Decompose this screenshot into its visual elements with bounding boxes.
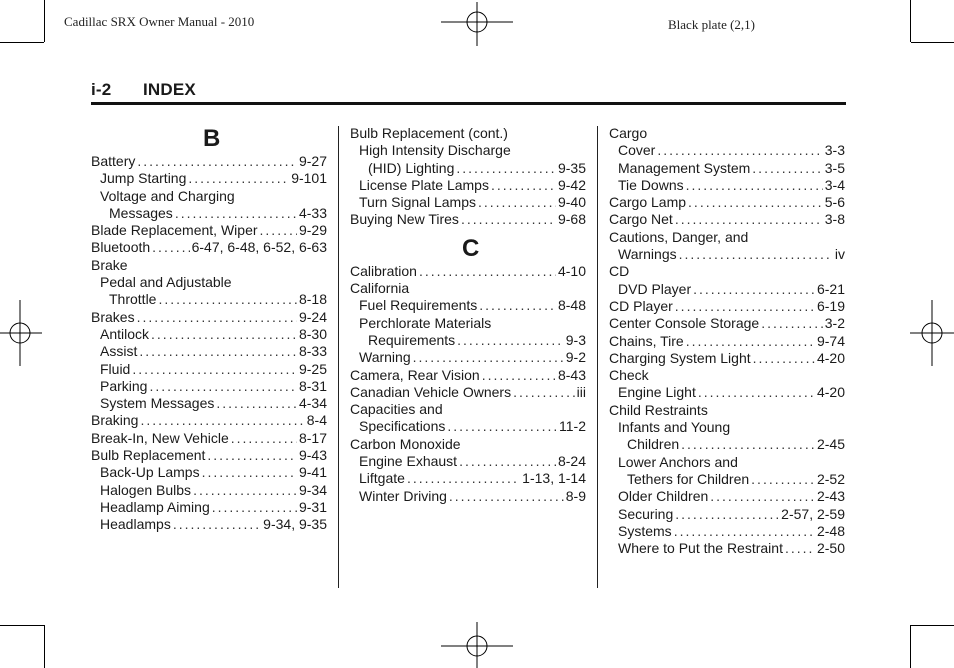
dot-leader bbox=[479, 297, 556, 314]
index-entry bbox=[609, 246, 845, 263]
dot-leader bbox=[447, 418, 557, 435]
section-title: INDEX bbox=[143, 80, 196, 99]
index-entry-term: Chains, Tire bbox=[609, 332, 684, 349]
index-entry-term: Child Restraints bbox=[609, 401, 708, 418]
dot-leader bbox=[478, 194, 556, 211]
index-entry-term: Pedal and Adjustable bbox=[100, 274, 232, 291]
index-entry-page: 2-45 bbox=[816, 436, 845, 453]
index-entry-page: 4-20 bbox=[816, 349, 845, 366]
index-entry-page: 8-48 bbox=[557, 297, 586, 314]
dot-leader bbox=[151, 326, 297, 343]
index-entry-page: 9-101 bbox=[291, 170, 327, 187]
index-entry-term: Fluid bbox=[100, 360, 131, 377]
index-entry-term: Brakes bbox=[91, 308, 135, 325]
registration-mark-right-icon bbox=[910, 300, 954, 366]
index-entry bbox=[609, 523, 845, 540]
index-entry-page: 4-10 bbox=[557, 262, 586, 279]
index-entry bbox=[350, 280, 586, 297]
index-entry bbox=[609, 315, 845, 332]
index-entry bbox=[609, 281, 845, 298]
index-entry bbox=[609, 350, 845, 367]
index-entry-page: 3-8 bbox=[824, 211, 845, 228]
dot-leader bbox=[753, 350, 815, 367]
index-entry bbox=[609, 298, 845, 315]
dot-leader bbox=[149, 378, 297, 395]
index-entry-term: Capacities and bbox=[350, 401, 443, 418]
index-entry-page: 8-18 bbox=[298, 291, 327, 308]
index-entry-page: 9-43 bbox=[298, 447, 327, 464]
index-entry-term: Center Console Storage bbox=[609, 315, 760, 332]
index-entry bbox=[350, 384, 586, 401]
index-entry bbox=[91, 482, 327, 499]
dot-leader bbox=[686, 177, 823, 194]
index-entry bbox=[609, 263, 845, 280]
index-entry-term: Camera, Rear Vision bbox=[350, 366, 480, 383]
index-entry-page: 9-24 bbox=[298, 308, 327, 325]
index-entry bbox=[91, 395, 327, 412]
index-entry-page: 3-3 bbox=[824, 142, 845, 159]
header-plate-label: Black plate (2,1) bbox=[668, 17, 755, 32]
index-entry bbox=[350, 470, 586, 487]
dot-leader bbox=[459, 453, 556, 470]
index-entry-term: Engine Exhaust bbox=[359, 453, 458, 470]
page-number: i-2 bbox=[91, 80, 112, 99]
index-entry bbox=[91, 153, 327, 170]
registration-mark-top-icon bbox=[441, 2, 513, 46]
index-entry-term: (HID) Lighting bbox=[368, 159, 455, 176]
index-entry bbox=[609, 211, 845, 228]
index-entry bbox=[91, 343, 327, 360]
index-entry bbox=[91, 222, 327, 239]
index-entry-term: System Messages bbox=[100, 395, 215, 412]
index-entry bbox=[91, 464, 327, 481]
index-entry-term: Tie Downs bbox=[618, 176, 684, 193]
index-entry-term: CD Player bbox=[609, 297, 673, 314]
index-entry-term: Carbon Monoxide bbox=[350, 435, 461, 452]
index-entry-page: 2-57, 2-59 bbox=[781, 505, 845, 522]
index-entry bbox=[350, 263, 586, 280]
dot-leader bbox=[137, 309, 297, 326]
index-entry-term: Canadian Vehicle Owners bbox=[350, 383, 512, 400]
index-entry-term: Perchlorate Materials bbox=[359, 314, 492, 331]
index-entry-page: 8-33 bbox=[298, 343, 327, 360]
index-entry-page: 9-40 bbox=[557, 194, 586, 211]
index-letter-heading: B bbox=[203, 125, 221, 152]
index-entry-term: Infants and Young bbox=[618, 419, 731, 436]
index-entry-term: Parking bbox=[100, 377, 148, 394]
dot-leader bbox=[152, 239, 189, 256]
index-entry bbox=[91, 257, 327, 274]
dot-leader bbox=[698, 384, 815, 401]
index-entry-term: Blade Replacement, Wiper bbox=[91, 222, 258, 239]
index-entry-page: 6-21 bbox=[816, 280, 845, 297]
index-entry bbox=[609, 419, 845, 436]
index-entry-term: Headlamp Aiming bbox=[100, 498, 210, 515]
index-entry-page: 4-33 bbox=[298, 204, 327, 221]
dot-leader bbox=[207, 447, 297, 464]
dot-leader bbox=[132, 361, 297, 378]
page-title bbox=[91, 80, 196, 100]
index-entry-term: Cover bbox=[618, 142, 656, 159]
dot-leader bbox=[173, 516, 261, 533]
index-entry-page: iv bbox=[834, 246, 845, 263]
index-entry-term: Assist bbox=[100, 343, 138, 360]
index-column-3 bbox=[609, 125, 845, 557]
index-entry-term: Requirements bbox=[368, 331, 456, 348]
index-entry bbox=[609, 540, 845, 557]
index-column-1 bbox=[91, 125, 327, 534]
index-entry bbox=[91, 361, 327, 378]
dot-leader bbox=[688, 194, 823, 211]
index-entry-term: California bbox=[350, 280, 410, 297]
index-entry-term: Brake bbox=[91, 256, 128, 273]
dot-leader bbox=[260, 222, 297, 239]
index-entry-term: Cargo bbox=[609, 125, 648, 141]
dot-leader bbox=[212, 499, 297, 516]
index-entry-term: Cargo Net bbox=[609, 211, 673, 228]
index-entry bbox=[350, 332, 586, 349]
index-entry-term: Warnings bbox=[618, 246, 677, 263]
index-entry bbox=[91, 239, 327, 256]
index-entry bbox=[350, 418, 586, 435]
index-entry-term: Winter Driving bbox=[359, 487, 447, 504]
index-entry-term: Warning bbox=[359, 349, 411, 366]
registration-mark-bottom-icon bbox=[441, 622, 513, 668]
index-entry bbox=[91, 412, 327, 429]
registration-mark-left-icon bbox=[0, 300, 42, 366]
index-entry-term: Turn Signal Lamps bbox=[359, 194, 476, 211]
index-entry bbox=[91, 170, 327, 187]
index-entry-term: Check bbox=[609, 367, 649, 384]
index-entry-term: CD bbox=[609, 263, 630, 280]
index-entry bbox=[609, 506, 845, 523]
index-entry bbox=[609, 402, 845, 419]
index-letter-heading: C bbox=[462, 234, 480, 262]
index-entry-page: 3-4 bbox=[824, 176, 845, 193]
dot-leader bbox=[686, 333, 815, 350]
index-entry-page: iii bbox=[576, 383, 586, 400]
index-entry-page: 2-50 bbox=[816, 540, 845, 557]
index-entry-page: 9-35 bbox=[557, 159, 586, 176]
index-entry-page: 11-2 bbox=[559, 418, 586, 435]
index-entry-page: 3-2 bbox=[824, 315, 845, 332]
index-entry-term: Jump Starting bbox=[100, 170, 187, 187]
index-entry-page: 2-48 bbox=[816, 522, 845, 539]
dot-leader bbox=[679, 246, 833, 263]
index-entry bbox=[91, 205, 327, 222]
index-entry-term: Battery bbox=[91, 153, 136, 169]
dot-leader bbox=[710, 488, 815, 505]
index-entry-term: Management System bbox=[618, 159, 751, 176]
index-entry bbox=[609, 160, 845, 177]
index-entry bbox=[350, 436, 586, 453]
index-entry bbox=[91, 274, 327, 291]
index-entry bbox=[350, 349, 586, 366]
index-entry-page: 6-47, 6-48, 6-52, 6-63 bbox=[191, 239, 327, 256]
index-entry bbox=[350, 125, 586, 142]
dot-leader bbox=[482, 367, 556, 384]
index-entry-term: Braking bbox=[91, 412, 139, 429]
dot-leader bbox=[413, 349, 564, 366]
column-divider-2 bbox=[597, 126, 598, 588]
index-entry-page: 2-43 bbox=[816, 488, 845, 505]
index-entry bbox=[609, 454, 845, 471]
index-entry bbox=[609, 471, 845, 488]
index-entry-term: Securing bbox=[618, 505, 674, 522]
index-entry-page: 8-9 bbox=[565, 487, 586, 504]
index-entry bbox=[91, 291, 327, 308]
index-entry-page: 4-34 bbox=[298, 395, 327, 412]
index-column-2 bbox=[350, 125, 586, 505]
index-entry-page: 9-41 bbox=[298, 464, 327, 481]
index-entry bbox=[609, 488, 845, 505]
index-entry-page: 9-42 bbox=[557, 176, 586, 193]
index-entry-page: 9-31 bbox=[298, 498, 327, 515]
dot-leader bbox=[407, 470, 520, 487]
dot-leader bbox=[188, 170, 289, 187]
index-entry-page: 9-34 bbox=[298, 481, 327, 498]
index-entry-term: Headlamps bbox=[100, 516, 171, 533]
index-entry-page: 9-25 bbox=[298, 360, 327, 377]
index-entry-term: Charging System Light bbox=[609, 349, 751, 366]
index-entry-term: Tethers for Children bbox=[627, 470, 750, 487]
index-entry-term: High Intensity Discharge bbox=[359, 142, 511, 159]
dot-leader bbox=[785, 540, 815, 557]
index-entry bbox=[350, 160, 586, 177]
index-entry-term: Fuel Requirements bbox=[359, 297, 478, 314]
index-entry bbox=[91, 309, 327, 326]
dot-leader bbox=[675, 506, 779, 523]
dot-leader bbox=[491, 177, 556, 194]
column-divider-1 bbox=[338, 126, 339, 588]
dot-leader bbox=[175, 205, 297, 222]
index-entry-term: Systems bbox=[618, 522, 672, 539]
dot-leader bbox=[675, 298, 815, 315]
index-entry-term: Buying New Tires bbox=[350, 211, 459, 228]
index-entry bbox=[609, 333, 845, 350]
index-entry-term: Throttle bbox=[109, 291, 157, 308]
index-entry-term: DVD Player bbox=[618, 280, 692, 297]
index-entry-term: Lower Anchors and bbox=[618, 453, 738, 470]
dot-leader bbox=[513, 384, 575, 401]
index-entry bbox=[350, 315, 586, 332]
dot-leader bbox=[761, 315, 823, 332]
index-entry-page: 9-3 bbox=[565, 331, 586, 348]
index-entry-term: Calibration bbox=[350, 262, 417, 279]
index-entry-term: Bulb Replacement (cont.) bbox=[350, 125, 508, 141]
dot-leader bbox=[449, 488, 564, 505]
index-entry bbox=[609, 367, 845, 384]
index-entry-page: 9-27 bbox=[298, 153, 327, 169]
index-entry bbox=[350, 453, 586, 470]
dot-leader bbox=[140, 412, 304, 429]
index-entry-term: Liftgate bbox=[359, 470, 405, 487]
index-entry-term: Cautions, Danger, and bbox=[609, 228, 749, 245]
index-entry-page: 9-74 bbox=[816, 332, 845, 349]
dot-leader bbox=[137, 153, 297, 170]
index-entry-term: Engine Light bbox=[618, 384, 696, 401]
index-entry-term: License Plate Lamps bbox=[359, 176, 489, 193]
index-entry bbox=[609, 436, 845, 453]
index-entry-page: 8-4 bbox=[306, 412, 327, 429]
index-entry-page: 1-13, 1-14 bbox=[522, 470, 586, 487]
index-entry-page: 8-17 bbox=[298, 429, 327, 446]
index-entry bbox=[350, 401, 586, 418]
index-entry-page: 9-68 bbox=[557, 211, 586, 228]
dot-leader bbox=[139, 343, 297, 360]
index-entry bbox=[350, 142, 586, 159]
dot-leader bbox=[461, 211, 556, 228]
dot-leader bbox=[456, 160, 556, 177]
index-entry-term: Specifications bbox=[359, 418, 446, 435]
dot-leader bbox=[674, 523, 815, 540]
dot-leader bbox=[193, 482, 297, 499]
index-entry-term: Back-Up Lamps bbox=[100, 464, 200, 481]
index-entry-page: 3-5 bbox=[824, 159, 845, 176]
index-entry bbox=[91, 516, 327, 533]
index-entry-term: Halogen Bulbs bbox=[100, 481, 192, 498]
index-entry bbox=[609, 125, 845, 142]
index-entry-page: 8-24 bbox=[557, 453, 586, 470]
index-entry-page: 9-29 bbox=[298, 222, 327, 239]
index-entry bbox=[609, 384, 845, 401]
index-entry-term: Where to Put the Restraint bbox=[618, 540, 783, 557]
index-entry-page: 6-19 bbox=[816, 297, 845, 314]
index-entry bbox=[350, 367, 586, 384]
index-entry-page: 9-34, 9-35 bbox=[263, 516, 327, 533]
dot-leader bbox=[231, 430, 297, 447]
index-entry-page: 9-2 bbox=[565, 349, 586, 366]
index-entry bbox=[609, 142, 845, 159]
index-entry-term: Antilock bbox=[100, 325, 150, 342]
dot-leader bbox=[751, 471, 815, 488]
index-entry-term: Cargo Lamp bbox=[609, 194, 687, 211]
index-entry-term: Children bbox=[627, 436, 680, 453]
dot-leader bbox=[202, 464, 297, 481]
index-entry-term: Messages bbox=[109, 204, 173, 221]
dot-leader bbox=[675, 211, 823, 228]
index-entry bbox=[91, 188, 327, 205]
index-entry bbox=[609, 229, 845, 246]
index-entry bbox=[350, 177, 586, 194]
dot-leader bbox=[657, 142, 822, 159]
dot-leader bbox=[216, 395, 297, 412]
index-entry-page: 8-31 bbox=[298, 377, 327, 394]
index-entry bbox=[609, 194, 845, 211]
index-entry bbox=[350, 297, 586, 314]
index-entry-term: Bulb Replacement bbox=[91, 447, 206, 464]
index-entry bbox=[91, 378, 327, 395]
index-entry bbox=[91, 447, 327, 464]
index-entry bbox=[91, 326, 327, 343]
index-entry bbox=[91, 499, 327, 516]
index-entry-term: Break-In, New Vehicle bbox=[91, 429, 229, 446]
index-entry bbox=[609, 177, 845, 194]
dot-leader bbox=[681, 436, 815, 453]
dot-leader bbox=[457, 332, 564, 349]
title-rule bbox=[91, 102, 846, 105]
index-entry-term: Bluetooth bbox=[91, 239, 151, 256]
index-entry-page: 5-6 bbox=[824, 194, 845, 211]
dot-leader bbox=[419, 263, 556, 280]
index-entry bbox=[350, 194, 586, 211]
dot-leader bbox=[158, 291, 297, 308]
index-entry-term: Voltage and Charging bbox=[100, 187, 235, 204]
dot-leader bbox=[693, 281, 815, 298]
index-entry bbox=[350, 211, 586, 228]
index-entry-page: 8-30 bbox=[298, 325, 327, 342]
index-entry bbox=[91, 430, 327, 447]
index-entry-page: 2-52 bbox=[816, 470, 845, 487]
index-entry bbox=[350, 488, 586, 505]
index-entry-term: Older Children bbox=[618, 488, 709, 505]
index-entry-page: 4-20 bbox=[816, 384, 845, 401]
dot-leader bbox=[752, 160, 822, 177]
index-entry-page: 8-43 bbox=[557, 366, 586, 383]
header-manual-title: Cadillac SRX Owner Manual - 2010 bbox=[64, 14, 255, 29]
